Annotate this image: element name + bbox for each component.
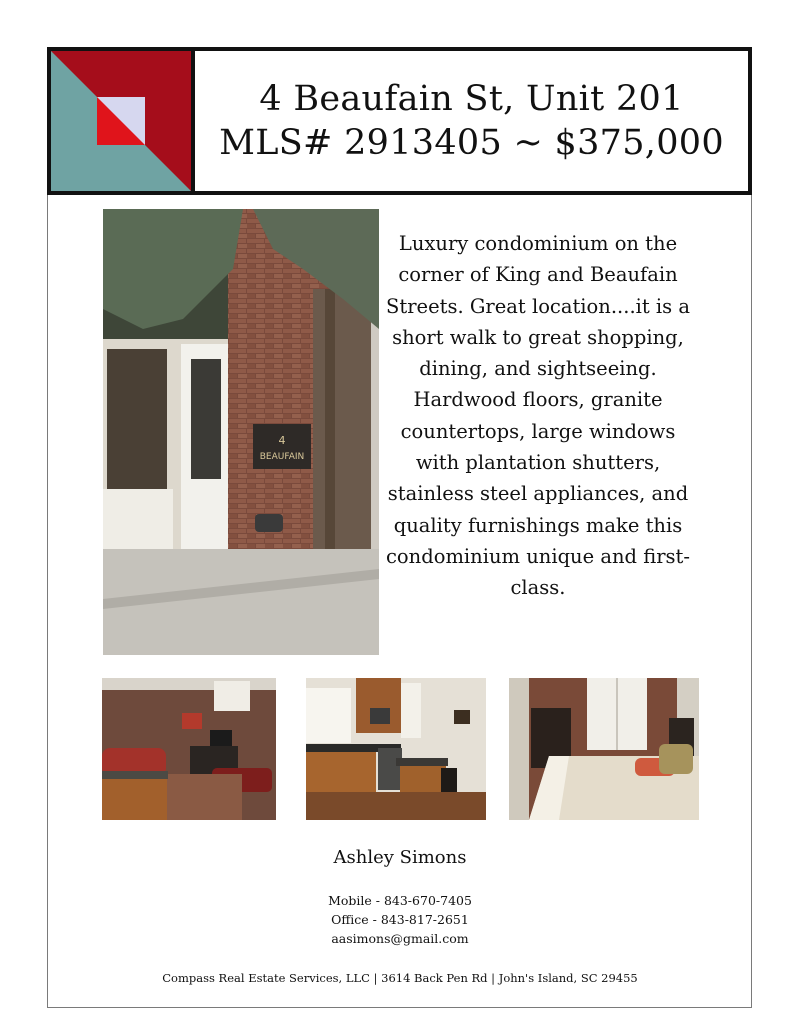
- agent-name: Ashley Simons: [333, 847, 467, 868]
- listing-mls-price: MLS# 2913405 ~ $375,000: [219, 123, 724, 163]
- living-room-photo: [102, 678, 276, 820]
- exterior-photo: [103, 209, 379, 655]
- agent-office: Office - 843-817-2651: [331, 912, 469, 927]
- agent-mobile: Mobile - 843-670-7405: [328, 893, 472, 908]
- company-logo: [51, 51, 191, 191]
- address-sign-number: 4: [278, 434, 286, 447]
- property-description: Luxury condominium on the corner of King and Beaufain Streets. Great location....it is a short walk to great shopping, dining, and sightseeing. Hardwood floors, granite countertops, large windows with plantation shutters, stainless steel appliances, and quality furnishings make this condominium unique and first-class.: [386, 232, 690, 600]
- listing-address: 4 Beaufain St, Unit 201: [259, 79, 684, 119]
- brokerage-footer: Compass Real Estate Services, LLC | 3614 Back Pen Rd | John's Island, SC 29455: [162, 971, 638, 985]
- listing-title: [195, 51, 748, 191]
- kitchen-photo: [306, 678, 486, 820]
- agent-email[interactable]: aasimons@gmail.com: [331, 931, 469, 946]
- bedroom-photo: [509, 678, 699, 820]
- listing-header: [47, 47, 752, 195]
- address-sign-street: BEAUFAIN: [259, 452, 305, 462]
